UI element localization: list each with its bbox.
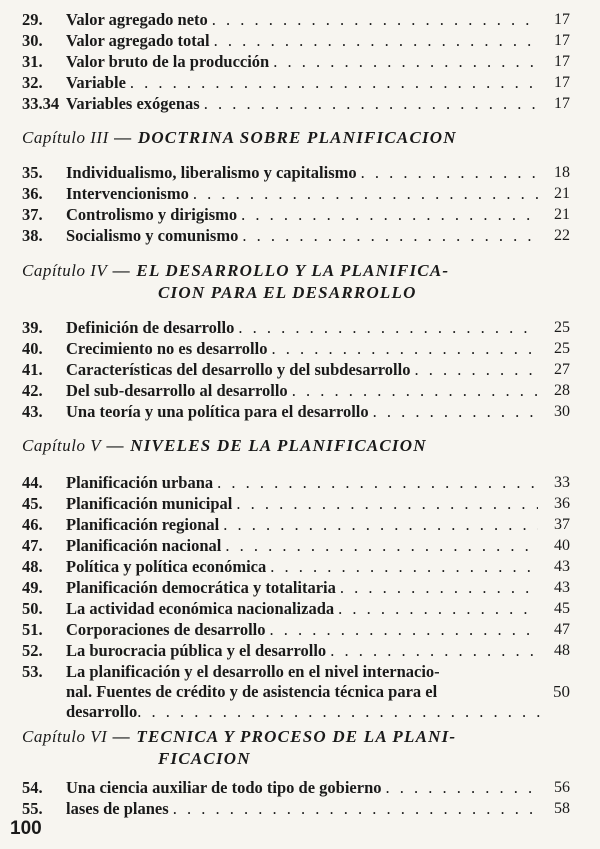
chapter-title-line1: — EL DESARROLLO Y LA PLANIFICA- [112, 261, 450, 280]
toc-entry [0, 205, 600, 225]
toc-entry [0, 52, 600, 72]
toc-entry [0, 494, 600, 514]
entry-title: Valor agregado neto . . . [66, 10, 538, 30]
entry-page: 47 [554, 621, 570, 638]
entry-page: 17 [554, 53, 570, 70]
entry-number: 50. [22, 599, 43, 618]
entry-title-line1: La planificación y el desarrollo en el nivel internacio- [66, 662, 440, 681]
toc-entry [0, 73, 600, 93]
chapter-title: — NIVELES DE LA PLANIFICACION [106, 436, 427, 455]
toc-entry [0, 599, 600, 619]
entry-page: 36 [554, 495, 570, 512]
entry-page: 18 [554, 164, 570, 181]
entry-page: 43 [554, 579, 570, 596]
entry-page: 40 [554, 537, 570, 554]
toc-entry [0, 473, 600, 493]
toc-entry [0, 339, 600, 359]
entry-title: Planificación urbana . . . [66, 473, 538, 493]
entry-number: 29. [22, 10, 43, 29]
entry-number: 33.34 [22, 94, 60, 113]
entry-title-line2: nal. Fuentes de crédito y de asistencia técnica para el [66, 682, 438, 701]
entry-title: Corporaciones de desarrollo . . . [66, 620, 538, 640]
entry-title: Del sub-desarrollo al desarrollo . . . [66, 381, 538, 401]
entry-number: 46. [22, 515, 43, 534]
entry-title: lases de planes . . . [66, 799, 538, 819]
entry-title: Política y política económica . . . [66, 557, 538, 577]
entry-title: Planificación nacional . . . [66, 536, 538, 556]
entry-title: Características del desarrollo y del subdesarrollo . . . [66, 360, 538, 380]
entry-title: Valor agregado total . . . [66, 31, 538, 51]
entry-title: Variables exógenas . . . [66, 94, 538, 114]
entry-page: 22 [554, 227, 570, 244]
entry-number: 41. [22, 360, 43, 379]
entry-title: Una teoría y una política para el desarrollo . . . [66, 402, 538, 422]
entry-page: 48 [554, 642, 570, 659]
toc-entry [0, 536, 600, 556]
entry-page: 37 [554, 516, 570, 533]
entry-title: Controlismo y dirigismo . . . [66, 205, 538, 225]
entry-title: Socialismo y comunismo . . . [66, 226, 538, 246]
toc-entry [0, 778, 600, 798]
entry-number: 31. [22, 52, 43, 71]
entry-number: 45. [22, 494, 43, 513]
toc-entry-multiline [0, 662, 600, 726]
entry-page: 17 [554, 11, 570, 28]
entry-number: 42. [22, 381, 43, 400]
chapter-heading [22, 260, 582, 304]
entry-title: Intervencionismo . . . [66, 184, 538, 204]
entry-page: 17 [554, 32, 570, 49]
entry-number: 43. [22, 402, 43, 421]
entry-title: Planificación regional . . . [66, 515, 538, 535]
entry-page: 56 [554, 779, 570, 796]
entry-number: 39. [22, 318, 43, 337]
entry-number: 55. [22, 799, 43, 818]
page-number: 100 [10, 818, 42, 839]
chapter-label: Capítulo V [22, 436, 102, 455]
toc-entry [0, 799, 600, 819]
entry-number: 36. [22, 184, 43, 203]
entry-title: La burocracia pública y el desarrollo . . . [66, 641, 538, 661]
entry-number: 48. [22, 557, 43, 576]
entry-title: Planificación municipal . . . [66, 494, 538, 514]
entry-title [66, 662, 544, 722]
entry-title: Planificación democrática y totalitaria . . . [66, 578, 538, 598]
entry-page: 25 [554, 319, 570, 336]
entry-page: 30 [554, 403, 570, 420]
chapter-heading [22, 127, 582, 149]
chapter-label: Capítulo VI [22, 727, 108, 746]
entry-page: 33 [554, 474, 570, 491]
toc-entry [0, 360, 600, 380]
entry-page: 27 [554, 361, 570, 378]
entry-page: 50 [553, 682, 570, 701]
chapter-heading [22, 726, 582, 770]
toc-entry [0, 381, 600, 401]
entry-page: 21 [554, 185, 570, 202]
entry-page: 58 [554, 800, 570, 817]
entry-page: 43 [554, 558, 570, 575]
entry-number: 37. [22, 205, 43, 224]
toc-entry [0, 94, 600, 114]
toc-entry [0, 318, 600, 338]
entry-page: 17 [554, 95, 570, 112]
toc-entry [0, 226, 600, 246]
entry-title: Definición de desarrollo . . . [66, 318, 538, 338]
entry-title: La actividad económica nacionalizada . . . [66, 599, 538, 619]
toc-entry [0, 402, 600, 422]
toc-entry [0, 620, 600, 640]
entry-number: 53. [22, 662, 43, 681]
entry-number: 47. [22, 536, 43, 555]
entry-title: Individualismo, liberalismo y capitalismo . . . [66, 163, 538, 183]
toc-entry [0, 184, 600, 204]
entry-title-line3: desarrollo . . . [66, 702, 544, 722]
entry-page: 45 [554, 600, 570, 617]
toc-entry [0, 641, 600, 661]
chapter-title: — DOCTRINA SOBRE PLANIFICACION [114, 128, 457, 147]
entry-number: 52. [22, 641, 43, 660]
entry-page: 21 [554, 206, 570, 223]
toc-entry [0, 515, 600, 535]
chapter-title-line2: CION PARA EL DESARROLLO [158, 283, 417, 302]
entry-page: 17 [554, 74, 570, 91]
entry-number: 54. [22, 778, 43, 797]
toc-entry [0, 578, 600, 598]
entry-number: 32. [22, 73, 43, 92]
entry-title: Crecimiento no es desarrollo . . . [66, 339, 538, 359]
entry-number: 38. [22, 226, 43, 245]
entry-number: 44. [22, 473, 43, 492]
entry-number: 40. [22, 339, 43, 358]
entry-page: 28 [554, 382, 570, 399]
entry-title: Una ciencia auxiliar de todo tipo de gobierno . . . [66, 778, 538, 798]
chapter-title-line2: FICACION [158, 749, 251, 768]
entry-page: 25 [554, 340, 570, 357]
toc-entry [0, 10, 600, 30]
entry-number: 51. [22, 620, 43, 639]
chapter-heading [22, 435, 582, 457]
toc-entry [0, 557, 600, 577]
entry-number: 30. [22, 31, 43, 50]
chapter-title-line1: — TECNICA Y PROCESO DE LA PLANI- [112, 727, 457, 746]
entry-title: Valor bruto de la producción . . . [66, 52, 538, 72]
chapter-label: Capítulo IV [22, 261, 108, 280]
entry-title: Variable . . . [66, 73, 538, 93]
toc-entry [0, 163, 600, 183]
entry-number: 49. [22, 578, 43, 597]
entry-number: 35. [22, 163, 43, 182]
toc-entry [0, 31, 600, 51]
chapter-label: Capítulo III [22, 128, 109, 147]
